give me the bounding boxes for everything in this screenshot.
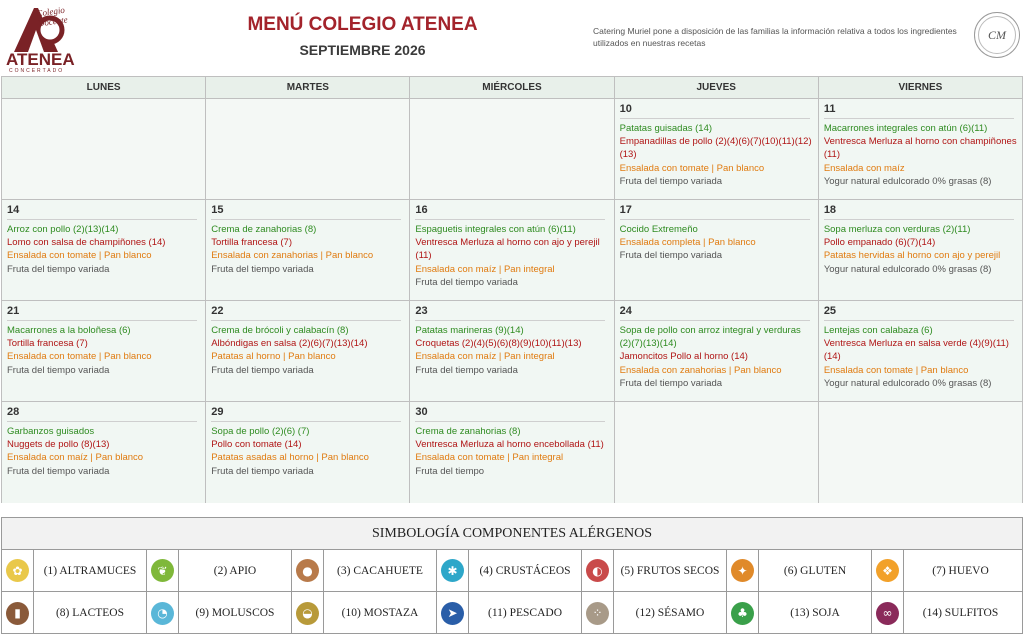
menu-item: Cocido Extremeño bbox=[619, 224, 698, 235]
menu-item: Nuggets de pollo (8)(13) bbox=[7, 439, 110, 451]
sesame-icon: ⁘ bbox=[586, 602, 609, 625]
menu-item: Sopa merluza con verduras (2)(11) bbox=[823, 224, 971, 235]
day-cell bbox=[2, 301, 206, 401]
legend-icon-cell bbox=[292, 550, 324, 591]
nuts-icon: ◐ bbox=[586, 559, 609, 582]
menu-item: Ensalada con zanahorias | Pan blanco bbox=[211, 250, 374, 262]
day-cell bbox=[2, 200, 206, 300]
menu-item: Yogur natural edulcorado 0% grasas (8) bbox=[823, 263, 992, 275]
legend-icon-cell bbox=[147, 592, 179, 634]
allergen-label: (9) MOLUSCOS bbox=[179, 592, 292, 634]
menu-item: Fruta del tiempo variada bbox=[415, 364, 518, 376]
day-number: 24 bbox=[620, 305, 810, 321]
menu-item: Crema de zanahorias (8) bbox=[415, 426, 521, 437]
milk-icon: ▮ bbox=[6, 602, 29, 625]
menu-item: Ensalada con tomate | Pan blanco bbox=[619, 162, 765, 174]
celery-icon: ❦ bbox=[151, 559, 174, 582]
menu-item: Sopa de pollo con arroz integral y verduras (2)(7)(13)(14) bbox=[619, 325, 801, 350]
legend-icon-cell bbox=[727, 550, 759, 591]
menu-item: Crema de zanahorias (8) bbox=[211, 224, 317, 235]
logo-tagline: Colegio Docente bbox=[35, 4, 69, 29]
day-number: 22 bbox=[211, 305, 401, 321]
weekday-5: VIERNES bbox=[898, 82, 943, 93]
logo-subtext: CONCERTADO bbox=[9, 68, 65, 74]
menu-item: Ventresca Merluza en salsa verde (4)(9)(11)(14) bbox=[823, 338, 1009, 363]
menu-item: Lomo con salsa de champiñones (14) bbox=[7, 237, 166, 249]
menu-item: Fruta del tiempo variada bbox=[619, 175, 723, 187]
menu-item: Tortilla francesa (7) bbox=[211, 237, 292, 249]
menu-item: Ensalada con maíz | Pan integral bbox=[415, 351, 555, 363]
menu-item: Ensalada con tomate | Pan blanco bbox=[823, 364, 969, 376]
allergen-label: (12) SÉSAMO bbox=[614, 592, 727, 634]
allergen-legend bbox=[1, 517, 1023, 634]
menu-item: Ventresca Merluza al horno con champiñones (11) bbox=[823, 136, 1017, 161]
allergen-label: (11) PESCADO bbox=[469, 592, 582, 634]
menu-item: Ensalada con tomate | Pan blanco bbox=[7, 351, 152, 363]
month-title: SEPTIEMBRE 2026 bbox=[299, 42, 426, 58]
day-cell bbox=[615, 200, 819, 300]
weekday-2: MARTES bbox=[206, 77, 410, 98]
menu-item: Ensalada con maíz | Pan integral bbox=[415, 263, 555, 275]
day-number: 10 bbox=[620, 103, 810, 119]
menu-item: Ventresca Merluza al horno encebollada (11) bbox=[415, 439, 604, 451]
calendar-week bbox=[2, 99, 1022, 200]
menu-item: Patatas guisadas (14) bbox=[619, 123, 713, 134]
allergen-label: (4) CRUSTÁCEOS bbox=[469, 550, 582, 591]
mustard-icon: ◒ bbox=[296, 602, 319, 625]
weekday-4: JUEVES bbox=[615, 77, 819, 98]
menu-item: Lentejas con calabaza (6) bbox=[823, 325, 933, 336]
menu-item: Macarrones integrales con atún (6)(11) bbox=[823, 123, 988, 134]
menu-item: Albóndigas en salsa (2)(6)(7)(13)(14) bbox=[211, 338, 368, 350]
menu-item: Fruta del tiempo variada bbox=[415, 276, 518, 288]
menu-item: Fruta del tiempo variada bbox=[211, 465, 314, 477]
calendar-week bbox=[2, 301, 1022, 402]
lupin-icon: ✿ bbox=[6, 559, 29, 582]
menu-item: Croquetas (2)(4)(5)(6)(8)(9)(10)(11)(13) bbox=[415, 338, 582, 350]
day-cell bbox=[819, 200, 1022, 300]
peanut-icon: ● bbox=[296, 559, 319, 582]
menu-item: Ensalada con tomate | Pan integral bbox=[415, 452, 564, 464]
menu-item: Yogur natural edulcorado 0% grasas (8) bbox=[823, 175, 992, 187]
school-logo bbox=[4, 2, 74, 74]
allergen-label: (14) SULFITOS bbox=[922, 607, 999, 619]
menu-item: Ensalada con zanahorias | Pan blanco bbox=[619, 364, 782, 376]
fish-icon: ➤ bbox=[441, 602, 464, 625]
legend-icon-cell bbox=[292, 592, 324, 634]
catering-seal-icon bbox=[974, 12, 1020, 58]
legend-icon-cell bbox=[582, 592, 614, 634]
day-number: 28 bbox=[7, 406, 197, 422]
legend-icon-cell bbox=[582, 550, 614, 591]
calendar-week bbox=[2, 200, 1022, 301]
menu-item: Garbanzos guisados bbox=[7, 426, 95, 437]
menu-item: Ventresca Merluza al horno con ajo y perejil (11) bbox=[415, 237, 600, 262]
legend-icon-cell bbox=[872, 550, 904, 591]
legend-icon-cell bbox=[727, 592, 759, 634]
day-number: 25 bbox=[824, 305, 1014, 321]
menu-item: Ensalada con maíz | Pan blanco bbox=[7, 452, 144, 464]
day-number: 14 bbox=[7, 204, 197, 220]
menu-item: Ensalada con tomate | Pan blanco bbox=[7, 250, 152, 262]
menu-item: Fruta del tiempo variada bbox=[211, 263, 314, 275]
legend-icon-cell bbox=[147, 550, 179, 591]
menu-item: Sopa de pollo (2)(6) (7) bbox=[211, 426, 310, 437]
catering-notice: Catering Muriel pone a disposición de las familias la información relativa a todos los ingredientes utilizados en nuestras recetas bbox=[593, 26, 957, 48]
empty-day-cell bbox=[206, 99, 410, 199]
menu-item: Patatas hervidas al horno con ajo y perejil bbox=[823, 250, 1001, 262]
day-cell bbox=[206, 301, 410, 401]
menu-item: Tortilla francesa (7) bbox=[7, 338, 88, 350]
weekday-3: MIÉRCOLES bbox=[410, 77, 614, 98]
sulfite-icon: ∞ bbox=[876, 602, 899, 625]
empty-day-cell bbox=[410, 99, 614, 199]
crustacean-icon: ✱ bbox=[441, 559, 464, 582]
day-number: 17 bbox=[620, 204, 810, 220]
allergen-label: (10) MOSTAZA bbox=[324, 592, 437, 634]
allergen-label: (1) ALTRAMUCES bbox=[34, 550, 147, 591]
seal-text: CM bbox=[978, 16, 1016, 54]
day-cell bbox=[819, 301, 1022, 401]
day-number: 30 bbox=[415, 406, 605, 422]
menu-item: Empanadillas de pollo (2)(4)(6)(7)(10)(11)(12)(13) bbox=[619, 136, 812, 161]
empty-day-cell bbox=[2, 99, 206, 199]
menu-item: Fruta del tiempo variada bbox=[7, 465, 110, 477]
day-cell bbox=[615, 99, 819, 199]
menu-item: Espaguetis integrales con atún (6)(11) bbox=[415, 224, 576, 235]
weekday-header bbox=[2, 77, 1022, 99]
menu-item: Pollo con tomate (14) bbox=[211, 439, 302, 451]
day-number: 29 bbox=[211, 406, 401, 422]
legend-icon-cell bbox=[2, 550, 34, 591]
day-cell bbox=[410, 200, 614, 300]
calendar-body bbox=[2, 99, 1022, 503]
menu-item: Patatas al horno | Pan blanco bbox=[211, 351, 336, 363]
day-cell bbox=[2, 402, 206, 503]
legend-icon-cell bbox=[2, 592, 34, 634]
menu-item: Fruta del tiempo bbox=[415, 465, 485, 477]
day-number: 18 bbox=[824, 204, 1014, 220]
legend-body bbox=[2, 550, 1022, 634]
allergen-label: (7) HUEVO bbox=[932, 564, 989, 577]
legend-icon-cell bbox=[437, 550, 469, 591]
menu-item: Fruta del tiempo variada bbox=[619, 377, 723, 389]
day-cell bbox=[410, 402, 614, 503]
gluten-icon: ✦ bbox=[731, 559, 754, 582]
page-title: MENÚ COLEGIO ATENEA bbox=[247, 14, 478, 35]
menu-item: Fruta del tiempo variada bbox=[619, 250, 723, 262]
menu-item: Ensalada completa | Pan blanco bbox=[619, 237, 756, 249]
egg-icon: ❖ bbox=[876, 559, 899, 582]
menu-item: Arroz con pollo (2)(13)(14) bbox=[7, 224, 119, 235]
menu-item: Patatas marineras (9)(14) bbox=[415, 325, 524, 336]
allergen-label: (3) CACAHUETE bbox=[324, 550, 437, 591]
day-number: 21 bbox=[7, 305, 197, 321]
empty-day-cell bbox=[819, 402, 1022, 503]
day-number: 16 bbox=[415, 204, 605, 220]
mollusc-icon: ◔ bbox=[151, 602, 174, 625]
menu-item: Fruta del tiempo variada bbox=[7, 263, 110, 275]
day-number: 15 bbox=[211, 204, 401, 220]
legend-icon-cell bbox=[437, 592, 469, 634]
allergen-label: (5) FRUTOS SECOS bbox=[614, 550, 727, 591]
day-cell bbox=[206, 200, 410, 300]
menu-item: Macarrones a la boloñesa (6) bbox=[7, 325, 131, 336]
menu-item: Yogur natural edulcorado 0% grasas (8) bbox=[823, 377, 992, 389]
allergen-label: (6) GLUTEN bbox=[759, 550, 872, 591]
menu-item: Fruta del tiempo variada bbox=[211, 364, 314, 376]
menu-item: Patatas asadas al horno | Pan blanco bbox=[211, 452, 369, 464]
day-cell bbox=[615, 301, 819, 401]
menu-item: Crema de brócoli y calabacín (8) bbox=[211, 325, 349, 336]
day-cell bbox=[410, 301, 614, 401]
empty-day-cell bbox=[615, 402, 819, 503]
allergen-label: (13) SOJA bbox=[759, 592, 872, 634]
day-number: 11 bbox=[824, 103, 1014, 119]
weekday-1: LUNES bbox=[2, 77, 206, 98]
menu-item: Pollo empanado (6)(7)(14) bbox=[823, 237, 936, 249]
menu-calendar bbox=[1, 76, 1023, 503]
legend-row bbox=[2, 550, 1022, 592]
menu-item: Ensalada con maíz bbox=[823, 162, 905, 174]
allergen-label: (2) APIO bbox=[179, 550, 292, 591]
day-cell bbox=[206, 402, 410, 503]
calendar-week bbox=[2, 402, 1022, 503]
allergen-label: (8) LACTEOS bbox=[34, 592, 147, 634]
soy-icon: ♣ bbox=[731, 602, 754, 625]
day-cell bbox=[819, 99, 1022, 199]
legend-row bbox=[2, 592, 1022, 634]
legend-title: SIMBOLOGÍA COMPONENTES ALÉRGENOS bbox=[2, 518, 1022, 550]
legend-icon-cell bbox=[872, 592, 904, 634]
logo-text: ATENEA bbox=[6, 50, 75, 69]
menu-item: Jamoncitos Pollo al horno (14) bbox=[619, 351, 748, 363]
menu-item: Fruta del tiempo variada bbox=[7, 364, 110, 376]
day-number: 23 bbox=[415, 305, 605, 321]
